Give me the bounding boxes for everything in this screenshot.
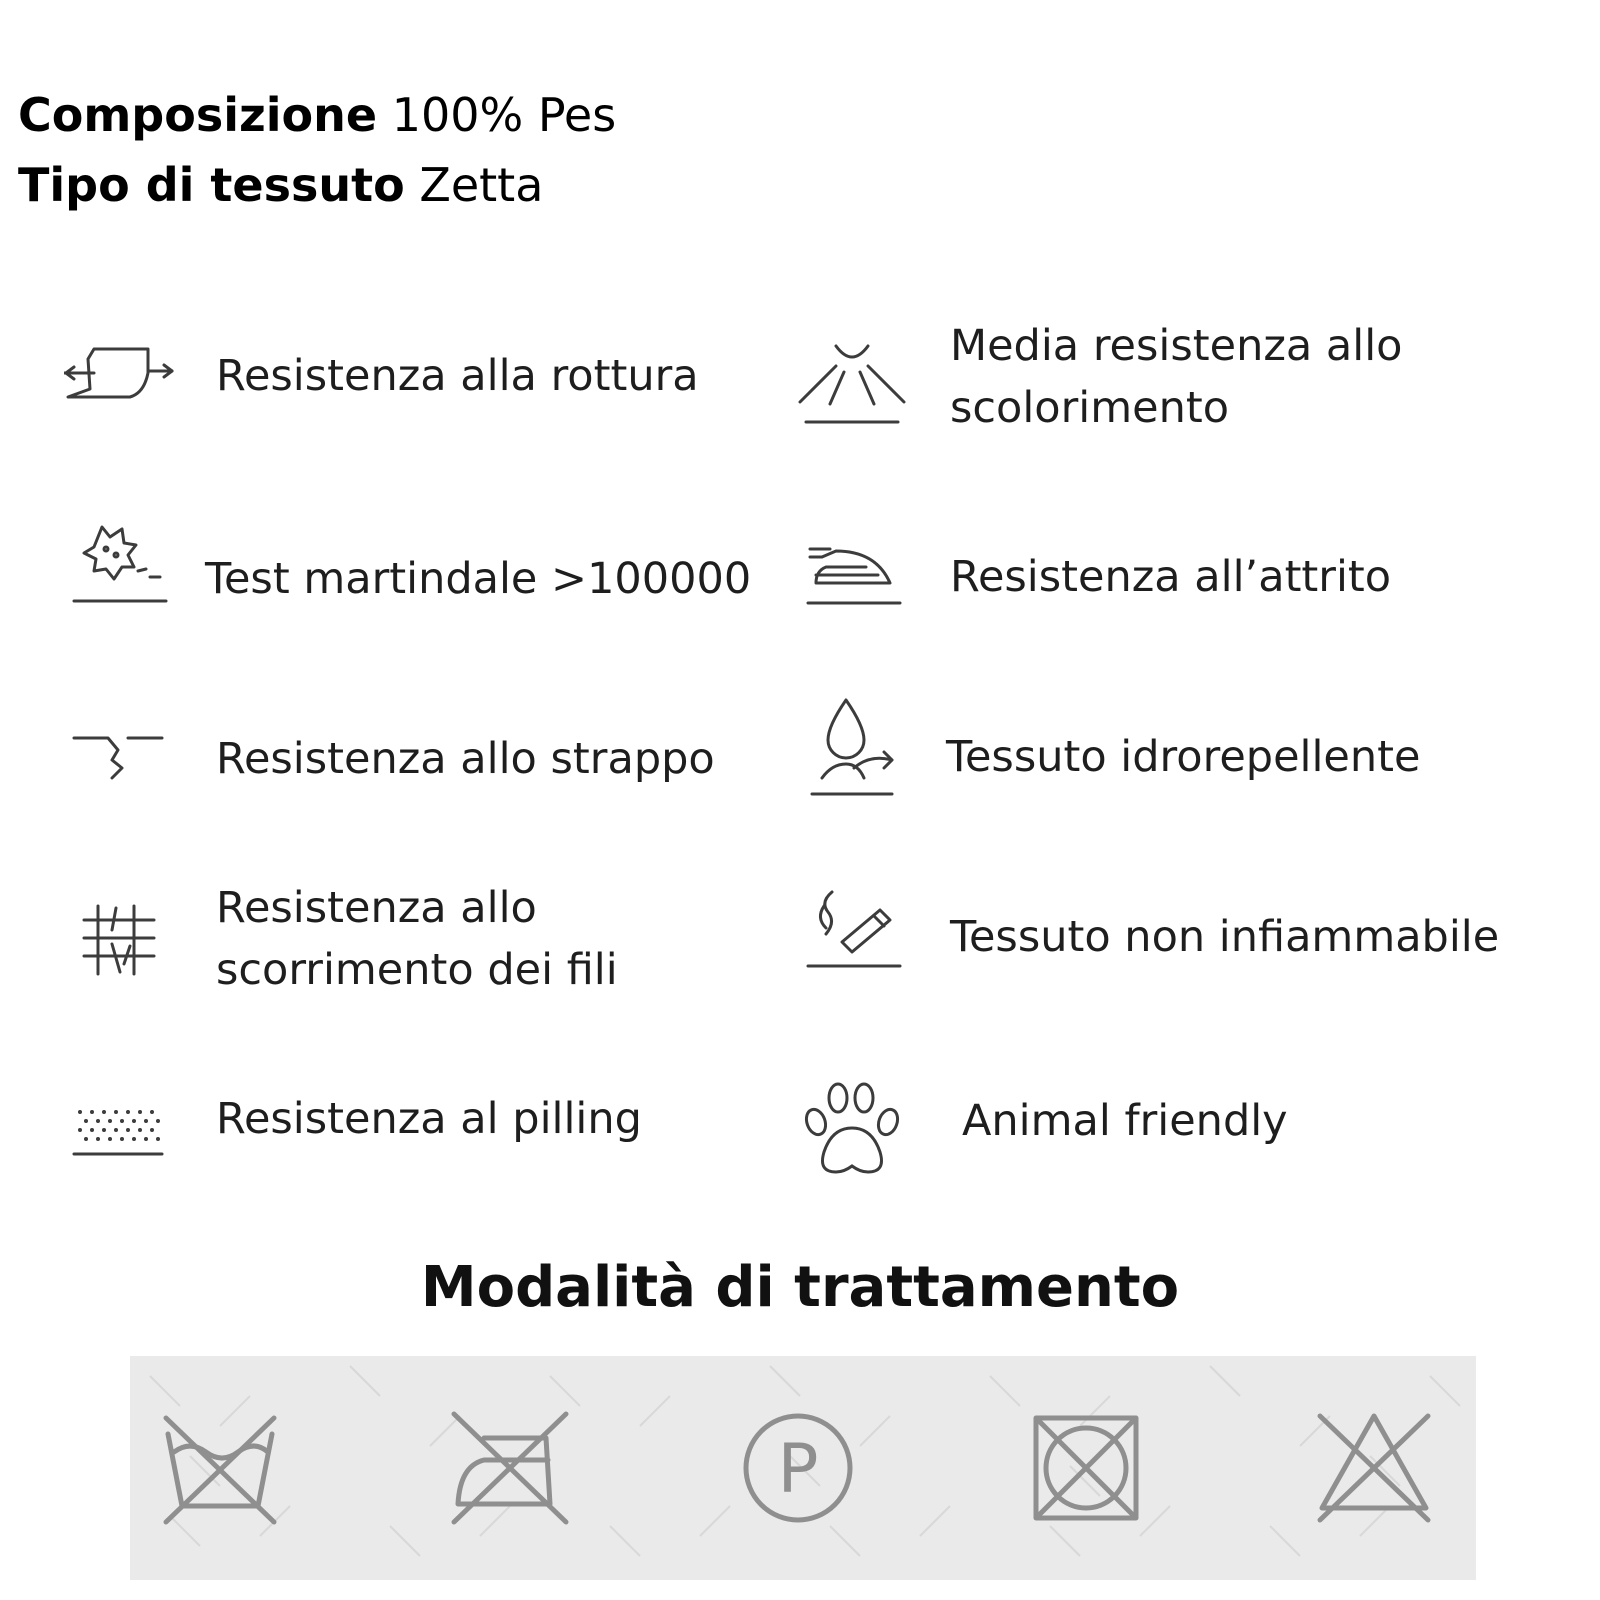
fabric-type-line	[18, 158, 544, 212]
paw-icon	[802, 1080, 902, 1178]
feature-tear: Resistenza allo strappo	[216, 734, 715, 784]
sun-fade-icon	[796, 342, 908, 427]
feature-water-repellent: Tessuto idrorepellente	[946, 732, 1421, 782]
tear-icon	[72, 734, 164, 782]
no-tumble-dry-icon	[1026, 1408, 1146, 1528]
no-bleach-icon	[1314, 1408, 1434, 1528]
break-resistance-icon	[64, 335, 174, 405]
pilling-dots-icon	[72, 1106, 164, 1158]
composition-label: Composizione	[18, 88, 378, 142]
fabric-type-value: Zetta	[419, 158, 544, 212]
care-title: Modalità di trattamento	[420, 1255, 1180, 1320]
composition-line	[18, 88, 617, 142]
feature-break-resistance: Resistenza alla rottura	[216, 351, 699, 401]
dry-clean-p-icon	[738, 1408, 858, 1528]
feature-thread-slippage: Resistenza allo scorrimento dei fili	[216, 883, 618, 995]
martindale-abrasion-icon	[72, 523, 168, 605]
no-iron-icon	[450, 1408, 570, 1528]
thread-grid-icon	[82, 904, 156, 976]
feature-animal-friendly: Animal friendly	[962, 1096, 1288, 1146]
feature-sun-fade: Media resistenza allo scolorimento	[950, 321, 1403, 433]
feature-iron-friction: Resistenza all’attrito	[950, 552, 1392, 602]
no-wash-icon	[160, 1408, 280, 1528]
dry-clean-letter: P	[777, 1430, 819, 1509]
cigarette-flame-icon	[806, 890, 902, 970]
feature-pilling: Resistenza al pilling	[216, 1094, 642, 1144]
feature-martindale: Test martindale >100000	[205, 554, 752, 604]
care-symbols-panel	[130, 1356, 1476, 1580]
fabric-type-label: Tipo di tessuto	[18, 158, 405, 212]
composition-value: 100% Pes	[391, 88, 617, 142]
iron-friction-icon	[806, 545, 902, 607]
water-drop-icon	[808, 698, 898, 802]
feature-non-flammable: Tessuto non infiammabile	[950, 912, 1500, 962]
